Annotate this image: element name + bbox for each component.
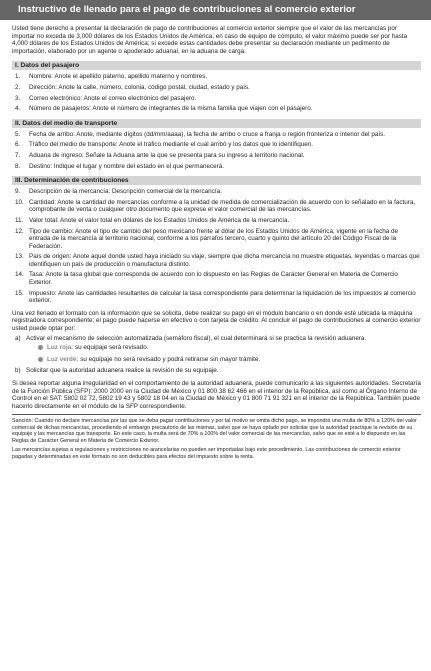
list-item <box>12 271 421 286</box>
item-text: Número de pasajeros: Anote el número de integrantes de la misma familia que viajen con el pasajero. <box>29 105 313 113</box>
section-header-datos-pasajero: I. Datos del pasajero <box>12 61 421 70</box>
item-text: Correo electrónico: Anote el correo electrónico del pasajero. <box>29 94 197 102</box>
list-item <box>12 95 421 103</box>
item-number: 1. <box>15 73 21 81</box>
item-text: Nombre: Anote el apellido paterno, apellido materno y nombres. <box>29 73 208 81</box>
bullet-luz-roja <box>38 344 421 352</box>
item-number: 2. <box>15 83 21 91</box>
list-item <box>12 105 421 113</box>
list-item <box>12 131 421 139</box>
item-number: 5. <box>15 130 21 138</box>
list-item <box>12 199 421 214</box>
item-text: Tráfico del medio de transporte: Anote el tráfico mediante el cual arribó y los datos que lo identifiquen. <box>29 141 313 149</box>
list-item <box>12 253 421 268</box>
bullet-luz-verde <box>38 356 421 364</box>
item-number: 4. <box>15 105 21 113</box>
item-number: 9. <box>15 188 21 196</box>
page-title: Instructivo de llenado para el pago de contribuciones al comercio exterior <box>0 0 431 20</box>
item-number: 15. <box>15 289 24 297</box>
item-text: Destino: Indique el lugar y nombre del estado en el que permanecerá. <box>29 162 224 170</box>
option-letter: a) <box>15 334 21 342</box>
item-number: 13. <box>15 253 24 261</box>
contact-paragraph: Si desea reportar alguna irregularidad en el comportamiento de la autoridad aduanera, puede comunicarlo a las siguientes autoridades. Secretaría de la Función Pública (SFP): 2000 2000 en la Ciudad de México y 01 800 38 62 466 en el interior de la República, así como al Órgano Interno de Control en el SAT: 5802 02 72, 5802 19 43 y 5802 18 04 en la Ciudad de México y 01 800 71 91 321 en el interior de la República. También puede hacerlo directamente en el módulo de la SFP correspondiente. <box>12 380 421 410</box>
item-text: Tasa: Anote la tasa global que corresponda de acuerdo con lo dispuesto en las Reglas de Carácter General en Materia de Comercio Exterior. <box>29 271 398 287</box>
bullet-text: su equipaje será revisado. <box>73 344 149 352</box>
item-number: 12. <box>15 227 24 235</box>
option-b <box>12 367 421 375</box>
item-number: 8. <box>15 162 21 170</box>
divider <box>12 414 421 415</box>
list-item <box>12 84 421 92</box>
list-item <box>12 228 421 251</box>
option-a <box>12 335 421 343</box>
item-text: Fecha de arribo: Anote, mediante dígitos (dd/mm/aaaa), la fecha de arribo o cruce a franja o región fronteriza o interior del país. <box>29 130 385 138</box>
item-number: 6. <box>15 141 21 149</box>
item-text: Cantidad: Anote la cantidad de mercancías conforme a la unidad de medida de comercialización de acuerdo con lo señalado en la factura, comprobante de venta o cualquier otro documento que exprese el valor comercial de las mercancías. <box>29 198 416 214</box>
bullet-label: Luz roja: <box>47 344 74 352</box>
item-number: 11. <box>15 216 24 224</box>
list-item <box>12 163 421 171</box>
item-number: 10. <box>15 198 24 206</box>
list-item <box>12 290 421 305</box>
item-text: Aduana de ingreso: Señale la Aduana ante la que se presenta para su ingreso a territorio nacional. <box>29 151 305 159</box>
list-item <box>12 73 421 81</box>
list-item <box>12 217 421 225</box>
bullet-label: Luz verde: <box>47 355 79 363</box>
list-item <box>12 188 421 196</box>
list-item <box>12 141 421 149</box>
item-text: Tipo de cambio: Anote el tipo de cambio del peso mexicano frente al dólar de los Estados Unidos de América, vigente en la fecha de entrada de la mercancía al territorio nacional, conforme a los párrafos tercero, cuarto y quinto del artículo 20 del Código Fiscal de la Federación. <box>29 227 399 250</box>
item-number: 7. <box>15 151 21 159</box>
item-number: 3. <box>15 94 21 102</box>
bullet-dot-icon <box>38 357 43 362</box>
option-letter: b) <box>15 367 21 375</box>
item-text: Dirección: Anote la calle, número, colonia, código postal, ciudad, estado y país. <box>29 83 250 91</box>
option-text: Activar el mecanismo de selección automatizada (semáforo fiscal), el cual determinará si se practica la revisión aduanera. <box>26 334 367 342</box>
list-item <box>12 152 421 160</box>
item-text: Descripción de la mercancía: Descripción comercial de la mercancía. <box>29 188 222 196</box>
section-header-medio-transporte: II. Datos del medio de transporte <box>12 119 421 128</box>
option-text: Solicitar que la autoridad aduanera realice la revisión de su equipaje. <box>26 367 219 375</box>
sancion-note: Sanción: Cuando no declare mercancías por las que se deba pagar contribuciones y por tal motivo se omita dicho pago, se impondrá una multa de 80% a 120% del valor comercial de dichas mercancías, procediendo el embargo precautorio de las mismas, salvo que se haya optado por solicitar que la autoridad practique la revisión de su equipaje y las mercancías que transporte. En este caso, la multa será de 70% a 100% del valor comercial de las mercancías, salvo que se esté a lo dispuesto en las Reglas de Carácter General en Materia de Comercio Exterior. <box>12 418 417 444</box>
intro-paragraph: Usted tiene derecho a presentar la declaración de pago de contribuciones al comercio exterior siempre que el valor de las mercancías por importar no exceda de 3,000 dólares de los Estados Unidos de América; en caso de equipo de cómputo, el valor máximo puede ser por hasta 4,000 dólares de los Estados Unidos de América; si excede estas cantidades debe presentar su declaración mediante un pedimento de importación, elaborado por un agente o apoderado aduanal, en la aduana de carga. <box>12 25 408 55</box>
footer-note: Las mercancías sujetas a regulaciones y restricciones no arancelarias no pueden ser importadas bajo este procedimiento. Las contribuciones de comercio exterior pagadas y determinadas en este formato no son deducibles para efectos del impuesto sobre la renta. <box>12 447 401 460</box>
item-text: Impuesto: Anote las cantidades resultantes de calcular la tasa correspondiente para determinar la liquidación de los impuestos al comercio exterior. <box>29 289 416 305</box>
item-number: 14. <box>15 271 24 279</box>
section-header-determinacion-contribuciones: III. Determinación de contribuciones <box>12 176 421 185</box>
payment-instructions: Una vez llenado el formato con la información que se solicita, debe realizar su pago en el módulo bancario o en donde esté ubicada la máquina registradora correspondiente; el pago puede hacerse en efectivo o con tarjeta de crédito. Al concluir el pago de contribuciones al comercio exterior usted puede optar por: <box>12 309 421 333</box>
item-text: Valor total: Anote el valor total en dólares de los Estados Unidos de América de la mercancía. <box>29 216 290 224</box>
bullet-text: su equipaje no será revisado y podrá retirarse sin mayor trámite. <box>78 355 261 363</box>
fine-print <box>12 418 421 460</box>
bullet-dot-icon <box>38 345 43 350</box>
document-body <box>0 20 431 460</box>
item-text: País de origen: Anote aquel donde usted haya iniciado su viaje, siempre que dicha mercancía no muestre etiquetas, leyendas o marcas que identifiquen un país de producción o manufactura distinto. <box>29 253 420 268</box>
